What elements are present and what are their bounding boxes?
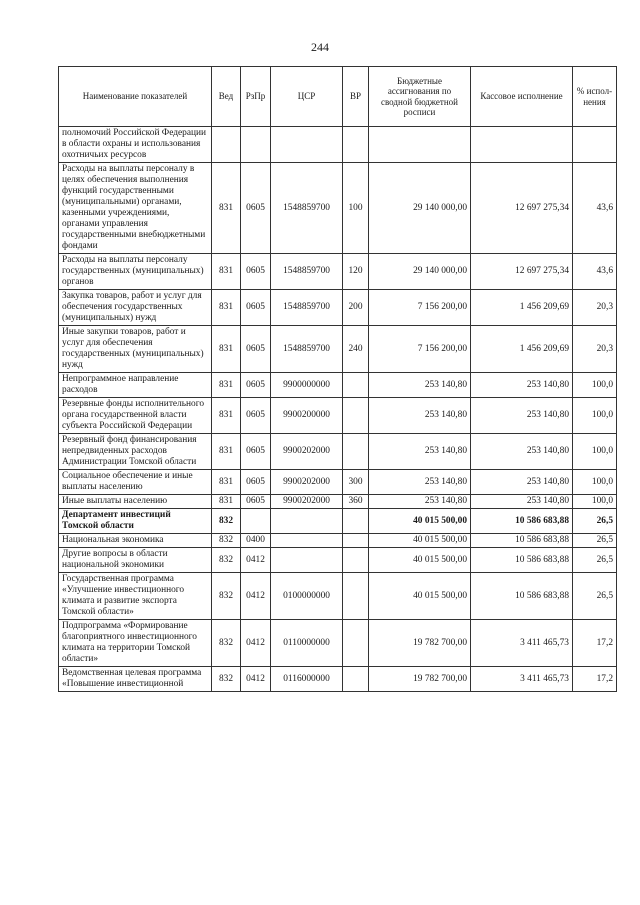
cell-csr: 9900202000 [271,470,343,495]
table-row [59,163,617,254]
table-row [59,127,617,163]
cell-percent: 43,6 [573,254,617,290]
cell-name: Расходы на выплаты персоналу в целях обеспечения выполнения функций государственными (муниципальными) органами, казенными учреждениями, органами управления государственными внебюджетными фондами [59,163,212,254]
cell-vr [343,620,369,667]
cell-vr: 360 [343,495,369,509]
cell-csr: 1548859700 [271,326,343,373]
cell-budget: 253 140,80 [369,470,471,495]
header-csr: ЦСР [271,67,343,127]
cell-name: Подпрограмма «Формирование благоприятного инвестиционного климата на территории Томской области» [59,620,212,667]
cell-budget: 19 782 700,00 [369,667,471,692]
cell-budget: 253 140,80 [369,495,471,509]
cell-ved: 832 [212,534,241,548]
table-row [59,495,617,509]
cell-name: Иные выплаты населению [59,495,212,509]
cell-budget: 40 015 500,00 [369,509,471,534]
cell-csr: 1548859700 [271,254,343,290]
cell-vr [343,667,369,692]
cell-rzpr: 0400 [241,534,271,548]
cell-ved: 832 [212,620,241,667]
cell-vr [343,548,369,573]
cell-csr: 9900202000 [271,495,343,509]
cell-csr [271,548,343,573]
cell-budget: 19 782 700,00 [369,620,471,667]
cell-csr [271,127,343,163]
cell-ved: 832 [212,573,241,620]
cell-percent: 20,3 [573,290,617,326]
cell-csr: 0110000000 [271,620,343,667]
cell-rzpr: 0605 [241,470,271,495]
cell-vr [343,398,369,434]
cell-csr: 9900202000 [271,434,343,470]
budget-table [58,66,617,692]
cell-rzpr: 0605 [241,495,271,509]
cell-rzpr: 0605 [241,254,271,290]
table-row [59,290,617,326]
table-row [59,373,617,398]
cell-vr: 300 [343,470,369,495]
cell-percent: 26,5 [573,534,617,548]
cell-name: Иные закупки товаров, работ и услуг для обеспечения государственных (муниципальных) нужд [59,326,212,373]
cell-rzpr: 0412 [241,548,271,573]
cell-cash: 12 697 275,34 [471,254,573,290]
cell-percent: 100,0 [573,495,617,509]
header-cash: Кассовое исполнение [471,67,573,127]
cell-ved: 831 [212,495,241,509]
cell-rzpr [241,127,271,163]
cell-csr: 0116000000 [271,667,343,692]
cell-vr: 240 [343,326,369,373]
cell-name: Другие вопросы в области национальной экономики [59,548,212,573]
cell-name: Ведомственная целевая программа «Повышение инвестиционной [59,667,212,692]
cell-ved: 831 [212,254,241,290]
cell-vr: 120 [343,254,369,290]
cell-percent: 26,5 [573,548,617,573]
cell-vr [343,534,369,548]
header-vr: ВР [343,67,369,127]
cell-ved: 831 [212,470,241,495]
cell-cash: 10 586 683,88 [471,548,573,573]
table-row [59,620,617,667]
cell-percent: 100,0 [573,470,617,495]
table-header-row [59,67,617,127]
cell-cash: 12 697 275,34 [471,163,573,254]
table-row [59,509,617,534]
table-row [59,326,617,373]
cell-name: Расходы на выплаты персоналу государственных (муниципальных) органов [59,254,212,290]
cell-rzpr: 0605 [241,434,271,470]
header-ved: Вед [212,67,241,127]
table-row [59,667,617,692]
cell-percent: 17,2 [573,667,617,692]
cell-budget [369,127,471,163]
cell-percent: 100,0 [573,398,617,434]
cell-ved: 831 [212,398,241,434]
cell-csr: 1548859700 [271,163,343,254]
cell-budget: 7 156 200,00 [369,326,471,373]
cell-ved: 831 [212,163,241,254]
cell-percent: 26,5 [573,509,617,534]
cell-budget: 40 015 500,00 [369,573,471,620]
cell-percent: 20,3 [573,326,617,373]
cell-cash: 10 586 683,88 [471,573,573,620]
cell-rzpr: 0605 [241,398,271,434]
cell-rzpr: 0605 [241,290,271,326]
cell-rzpr: 0605 [241,326,271,373]
table-row [59,470,617,495]
cell-csr: 9900000000 [271,373,343,398]
cell-name: Государственная программа «Улучшение инвестиционного климата и развитие экспорта Томской области» [59,573,212,620]
cell-vr [343,573,369,620]
cell-csr: 1548859700 [271,290,343,326]
cell-vr [343,434,369,470]
header-percent: % испол-нения [573,67,617,127]
cell-percent [573,127,617,163]
cell-percent: 26,5 [573,573,617,620]
cell-rzpr: 0605 [241,163,271,254]
cell-ved: 832 [212,509,241,534]
cell-csr: 0100000000 [271,573,343,620]
header-name: Наименование показателей [59,67,212,127]
cell-cash: 3 411 465,73 [471,667,573,692]
cell-csr [271,534,343,548]
table-row [59,398,617,434]
table-row [59,434,617,470]
cell-ved: 831 [212,434,241,470]
cell-percent: 100,0 [573,434,617,470]
cell-budget: 40 015 500,00 [369,534,471,548]
table-row [59,254,617,290]
cell-budget: 40 015 500,00 [369,548,471,573]
cell-name: Департамент инвестиций Томской области [59,509,212,534]
page-number: 244 [311,40,329,54]
table-body [59,127,617,692]
cell-name: Резервные фонды исполнительного органа государственной власти субъекта Российской Федерации [59,398,212,434]
cell-rzpr: 0412 [241,620,271,667]
header-budget: Бюджетные ассигнования по сводной бюджетной росписи [369,67,471,127]
cell-cash: 253 140,80 [471,470,573,495]
cell-vr: 100 [343,163,369,254]
table-row [59,573,617,620]
cell-cash: 253 140,80 [471,373,573,398]
cell-cash: 3 411 465,73 [471,620,573,667]
cell-percent: 17,2 [573,620,617,667]
cell-rzpr [241,509,271,534]
cell-cash: 253 140,80 [471,398,573,434]
cell-vr [343,509,369,534]
cell-cash [471,127,573,163]
cell-ved: 832 [212,667,241,692]
cell-percent: 100,0 [573,373,617,398]
cell-percent: 43,6 [573,163,617,254]
cell-name: Закупка товаров, работ и услуг для обеспечения государственных (муниципальных) нужд [59,290,212,326]
cell-budget: 29 140 000,00 [369,254,471,290]
cell-vr [343,373,369,398]
cell-cash: 1 456 209,69 [471,326,573,373]
cell-cash: 10 586 683,88 [471,534,573,548]
cell-ved: 831 [212,290,241,326]
table-row [59,534,617,548]
cell-name: Резервный фонд финансирования непредвиденных расходов Администрации Томской области [59,434,212,470]
cell-budget: 253 140,80 [369,373,471,398]
cell-cash: 253 140,80 [471,495,573,509]
cell-ved: 832 [212,548,241,573]
cell-ved: 831 [212,326,241,373]
cell-rzpr: 0412 [241,667,271,692]
cell-rzpr: 0605 [241,373,271,398]
cell-vr [343,127,369,163]
cell-name: Непрограммное направление расходов [59,373,212,398]
cell-rzpr: 0412 [241,573,271,620]
cell-name: Национальная экономика [59,534,212,548]
cell-budget: 253 140,80 [369,398,471,434]
cell-name: Социальное обеспечение и иные выплаты населению [59,470,212,495]
cell-ved: 831 [212,373,241,398]
cell-budget: 29 140 000,00 [369,163,471,254]
cell-csr: 9900200000 [271,398,343,434]
cell-cash: 253 140,80 [471,434,573,470]
cell-name: полномочий Российской Федерации в области охраны и использования охотничьих ресурсов [59,127,212,163]
cell-cash: 1 456 209,69 [471,290,573,326]
header-rzpr: РзПр [241,67,271,127]
table-row [59,548,617,573]
cell-ved [212,127,241,163]
cell-csr [271,509,343,534]
cell-vr: 200 [343,290,369,326]
cell-budget: 7 156 200,00 [369,290,471,326]
cell-budget: 253 140,80 [369,434,471,470]
cell-cash: 10 586 683,88 [471,509,573,534]
